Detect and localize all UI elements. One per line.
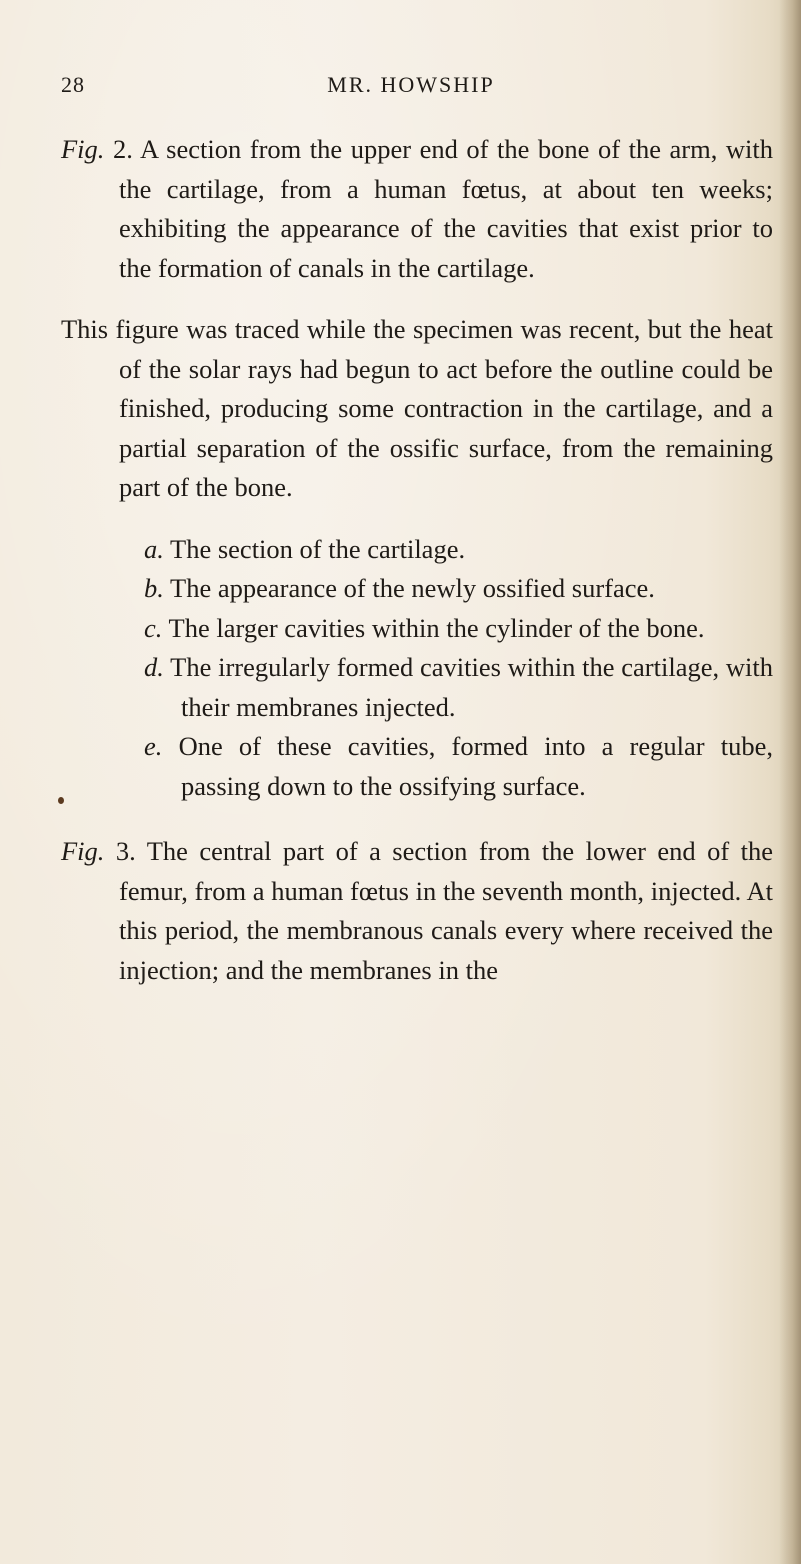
- legend-text: One of these cavities, formed into a regular tube, passing down to the ossifying surface.: [178, 731, 774, 801]
- legend-text: The appearance of the newly ossified surface.: [170, 573, 655, 603]
- legend-item-e: [61, 727, 773, 806]
- figure-legend: [61, 530, 773, 807]
- figure-3-caption: [61, 832, 773, 990]
- running-title: MR. HOWSHIP: [327, 72, 495, 97]
- legend-letter: d.: [144, 652, 164, 682]
- legend-item-b: [61, 569, 773, 609]
- running-head: [61, 72, 761, 106]
- legend-letter: e.: [144, 731, 163, 761]
- figure-note: This figure was traced while the specimen was recent, but the heat of the solar rays had begun to act before the outline could be finished, producing some contraction in the cartilage, and a partial separation of the ossific surface, from the remaining part of the bone.: [61, 314, 773, 502]
- legend-item-a: [61, 530, 773, 570]
- legend-text: The section of the cartilage.: [170, 533, 466, 564]
- page-body: [61, 130, 773, 990]
- legend-letter: a.: [144, 533, 164, 564]
- legend-text: The irregularly formed cavities within the cartilage, with their membranes injected.: [170, 652, 773, 722]
- figure-number: 3.: [115, 836, 136, 866]
- legend-text: The larger cavities within the cylinder of the bone.: [168, 612, 705, 643]
- page-edge-shadow: [779, 0, 801, 1564]
- figure-2-caption: [61, 130, 773, 288]
- figure-label: Fig.: [61, 134, 105, 164]
- legend-item-c: [61, 609, 773, 649]
- figure-label: Fig.: [61, 836, 105, 866]
- figure-caption-text: The central part of a section from the lower end of the femur, from a human fœtus in the seventh month, injected. At this period, the membranous canals every where received the injection; and the membranes in the: [119, 836, 773, 985]
- figure-number: 2.: [112, 134, 133, 164]
- ink-speck: [58, 797, 64, 804]
- figure-caption-text: A section from the upper end of the bone of the arm, with the cartilage, from a human fœtus, at about ten weeks; exhibiting the appearance of the cavities that exist prior to the formation of canals in the cartilage.: [119, 134, 773, 283]
- legend-item-d: [61, 648, 773, 727]
- legend-letter: c.: [144, 612, 163, 643]
- page-number: 28: [61, 72, 85, 97]
- legend-letter: b.: [144, 573, 164, 603]
